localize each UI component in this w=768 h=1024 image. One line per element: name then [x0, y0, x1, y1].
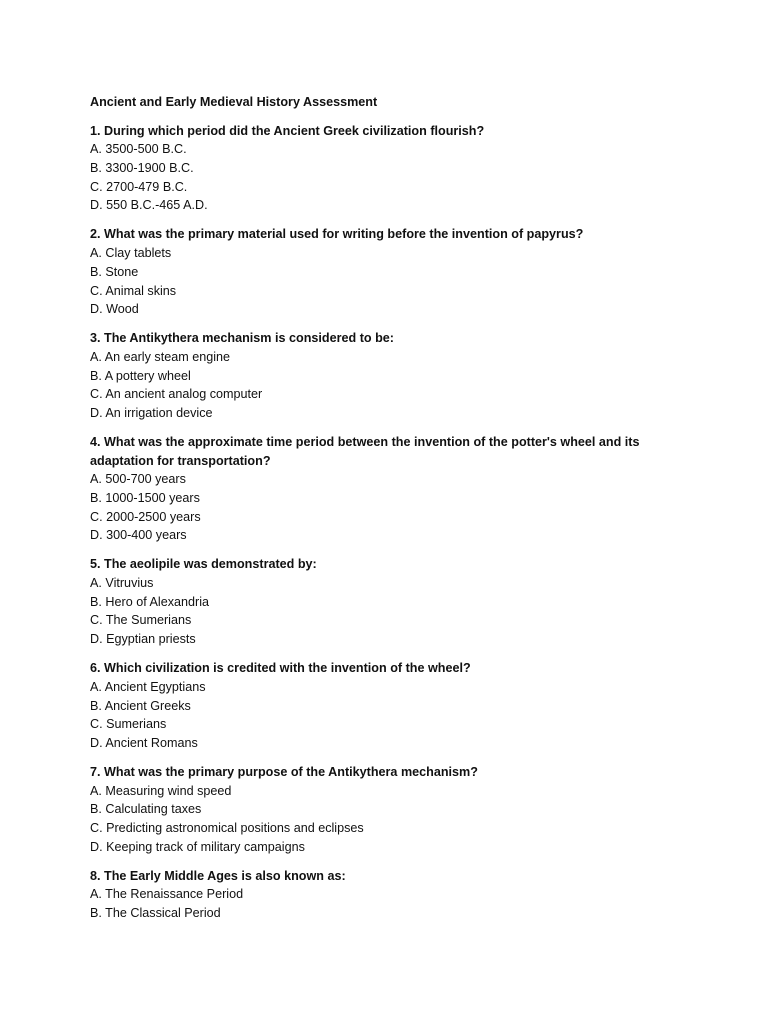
- question-text: 2. What was the primary material used for writing before the invention of papyrus?: [90, 227, 584, 242]
- answer-option: D. 300-400 years: [90, 528, 187, 543]
- question-text: 7. What was the primary purpose of the Antikythera mechanism?: [90, 764, 478, 779]
- answer-option: B. 3300-1900 B.C.: [90, 161, 194, 176]
- answer-option: A. Vitruvius: [90, 576, 154, 591]
- answer-option: D. An irrigation device: [90, 405, 213, 420]
- answer-option: B. A pottery wheel: [90, 368, 191, 383]
- question-text: 1. During which period did the Ancient Greek civilization flourish?: [90, 123, 485, 138]
- answer-option: A. 500-700 years: [90, 472, 186, 487]
- answer-option: C. 2000-2500 years: [90, 509, 201, 524]
- answer-option: B. Stone: [90, 264, 139, 279]
- answer-option: C. An ancient analog computer: [90, 387, 263, 402]
- answer-option: D. Wood: [90, 302, 139, 317]
- question-5: [90, 555, 768, 648]
- question-3: [90, 329, 768, 422]
- answer-option: D. Egyptian priests: [90, 632, 196, 647]
- question-8: [90, 867, 768, 923]
- answer-option: C. 2700-479 B.C.: [90, 179, 188, 194]
- answer-option: C. Animal skins: [90, 283, 177, 298]
- question-text: 8. The Early Middle Ages is also known as:: [90, 868, 346, 883]
- answer-option: A. Clay tablets: [90, 246, 172, 261]
- answer-option: C. Predicting astronomical positions and eclipses: [90, 820, 364, 835]
- answer-option: D. Ancient Romans: [90, 735, 198, 750]
- question-4: [90, 433, 768, 545]
- question-text: 4. What was the approximate time period between the invention of the potter's wheel and its adaptation for transportation?: [90, 434, 640, 468]
- question-1: [90, 122, 768, 215]
- answer-option: C. Sumerians: [90, 717, 167, 732]
- answer-option: A. Measuring wind speed: [90, 783, 232, 798]
- answer-option: B. Hero of Alexandria: [90, 594, 210, 609]
- answer-option: B. Calculating taxes: [90, 802, 202, 817]
- document-title: Ancient and Early Medieval History Assessment: [90, 95, 378, 109]
- answer-option: B. Ancient Greeks: [90, 698, 191, 713]
- answer-option: A. The Renaissance Period: [90, 887, 244, 902]
- answer-option: A. Ancient Egyptians: [90, 679, 206, 694]
- answer-option: C. The Sumerians: [90, 613, 192, 628]
- question-7: [90, 763, 768, 856]
- question-2: [90, 225, 768, 318]
- answer-option: A. An early steam engine: [90, 349, 231, 364]
- question-text: 6. Which civilization is credited with the invention of the wheel?: [90, 661, 471, 676]
- question-6: [90, 659, 768, 752]
- answer-option: D. Keeping track of military campaigns: [90, 839, 305, 854]
- question-text: 3. The Antikythera mechanism is considered to be:: [90, 331, 394, 346]
- answer-option: A. 3500-500 B.C.: [90, 142, 187, 157]
- answer-option: D. 550 B.C.-465 A.D.: [90, 198, 208, 213]
- answer-option: B. 1000-1500 years: [90, 491, 200, 506]
- answer-option: B. The Classical Period: [90, 906, 221, 921]
- question-text: 5. The aeolipile was demonstrated by:: [90, 557, 317, 572]
